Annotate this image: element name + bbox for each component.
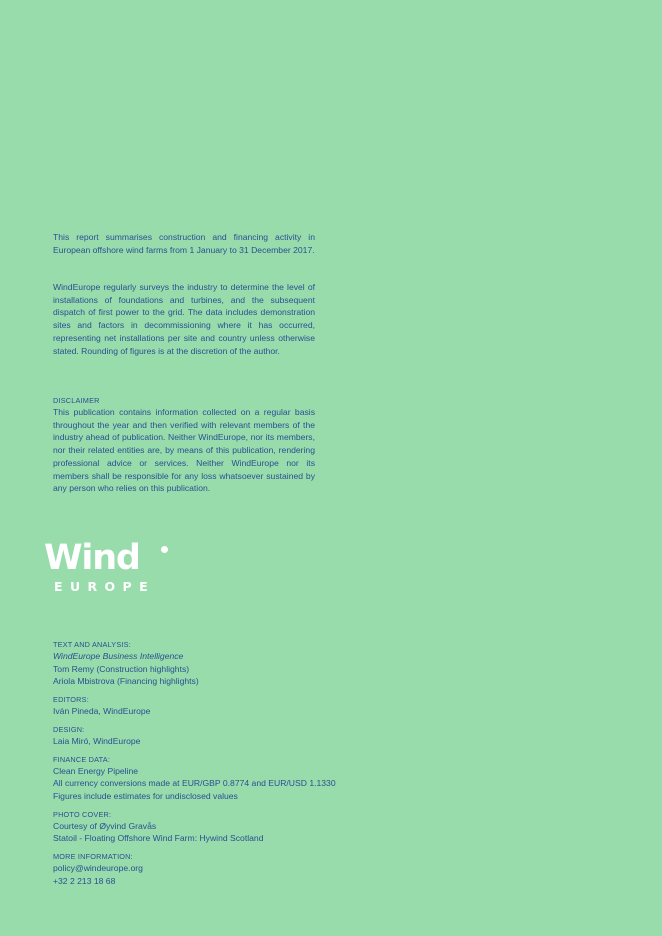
credit-label: PHOTO COVER: [53, 809, 112, 819]
credit-line: Ariola Mbistrova (Financing highlights) [53, 676, 199, 687]
intro-paragraph-1: This report summarises construction and financing activity in European offshore wind farms from 1 January to 31 December 2017. [53, 232, 315, 255]
credit-line: Clean Energy Pipeline [53, 765, 139, 776]
credit-line: Courtesy of Øyvind Gravås [53, 820, 157, 831]
contact-email[interactable]: policy@windeurope.org [53, 863, 143, 874]
credit-label: FINANCE DATA: [53, 754, 111, 764]
credit-more-information [53, 851, 473, 887]
logo-dot-icon [161, 546, 168, 553]
credits-section [53, 639, 473, 893]
credit-text-and-analysis [53, 639, 473, 688]
credit-design [53, 724, 473, 748]
credit-label: EDITORS: [53, 695, 89, 705]
intro-paragraph-2: WindEurope regularly surveys the industry to determine the level of installations of foundations and turbines, and the subsequent dispatch of first power to the grid. The data includes demonstration sites and factors in decommissioning where it has occurred, representing net installations per site and country unless otherwise stated. Rounding of figures is at the discretion of the author. [53, 282, 315, 356]
logo-wordmark: Wind [44, 538, 140, 578]
credit-label: DESIGN: [53, 724, 85, 734]
credit-finance-data [53, 754, 473, 803]
disclaimer-section [53, 395, 315, 495]
credit-line: WindEurope Business Intelligence [53, 651, 184, 661]
disclaimer-text: This publication contains information collected on a regular basis throughout the year and then verified with relevant members of the industry ahead of publication. Neither WindEurope, nor its members, nor their related entities are, by means of this publication, rendering professional advice or services. Neither WindEurope nor its members shall be responsible for any loss whatsoever sustained by any person who relies on this publication. [53, 407, 315, 494]
windeurope-logo [44, 538, 174, 600]
credit-label: MORE INFORMATION: [53, 852, 133, 862]
credit-photo-cover [53, 809, 473, 845]
logo-subtitle: EUROPE [54, 579, 156, 594]
credit-line: Laia Miró, WindEurope [53, 735, 141, 746]
credit-editors [53, 694, 473, 718]
credit-line: Figures include estimates for undisclosed values [53, 790, 238, 801]
contact-phone[interactable]: +32 2 213 18 68 [53, 875, 116, 886]
disclaimer-label: DISCLAIMER [53, 396, 100, 405]
credit-label: TEXT AND ANALYSIS: [53, 640, 131, 649]
credit-line: Tom Remy (Construction highlights) [53, 663, 190, 674]
credit-line: All currency conversions made at EUR/GBP 0.8774 and EUR/USD 1.1330 [53, 778, 336, 789]
credit-line: Iván Pineda, WindEurope [53, 706, 151, 717]
credit-line: Statoil - Floating Offshore Wind Farm: Hywind Scotland [53, 833, 264, 844]
